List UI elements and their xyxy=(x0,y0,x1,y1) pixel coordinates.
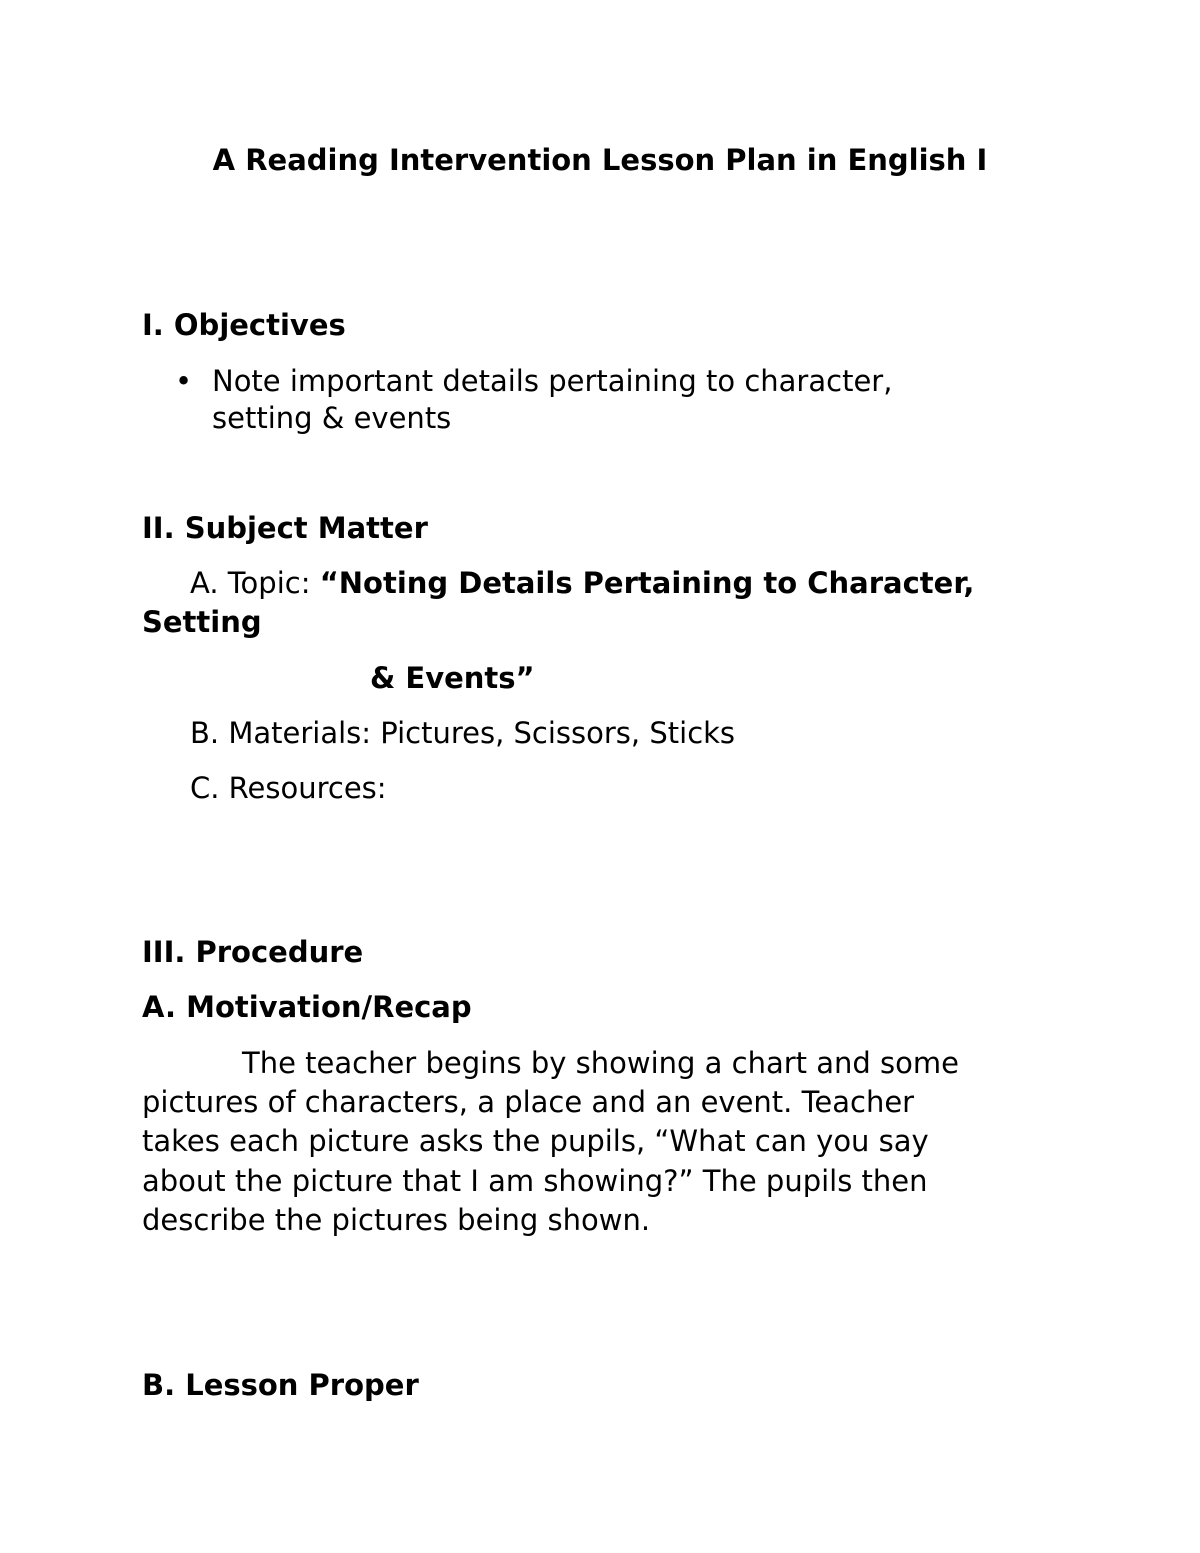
topic-label: A. Topic: xyxy=(190,566,320,600)
materials-line: B. Materials: Pictures, Scissors, Sticks xyxy=(190,716,736,750)
motivation-paragraph-line: pictures of characters, a place and an event. Teacher xyxy=(142,1085,915,1119)
subject-matter-heading: II. Subject Matter xyxy=(142,511,428,545)
objectives-heading: I. Objectives xyxy=(142,308,346,342)
topic-title-continued: Setting xyxy=(142,605,262,639)
topic-title-end: & Events” xyxy=(370,661,535,695)
motivation-paragraph-line: The teacher begins by showing a chart and some xyxy=(242,1046,959,1080)
topic-title: “Noting Details Pertaining to Character, xyxy=(319,566,975,600)
topic-line xyxy=(190,564,974,603)
motivation-paragraph-line: takes each picture asks the pupils, “What can you say xyxy=(142,1124,929,1158)
lesson-proper-heading: B. Lesson Proper xyxy=(142,1368,419,1402)
procedure-heading: III. Procedure xyxy=(142,935,364,969)
objective-item-line-2: setting & events xyxy=(212,401,452,435)
objective-item-line-1: Note important details pertaining to character, xyxy=(212,364,893,398)
document-title: A Reading Intervention Lesson Plan in English I xyxy=(212,143,988,177)
motivation-heading: A. Motivation/Recap xyxy=(142,990,472,1024)
motivation-paragraph-line: about the picture that I am showing?” The pupils then xyxy=(142,1164,928,1198)
resources-line: C. Resources: xyxy=(190,771,387,805)
bullet-icon: • xyxy=(175,364,193,398)
motivation-paragraph-line: describe the pictures being shown. xyxy=(142,1203,651,1237)
